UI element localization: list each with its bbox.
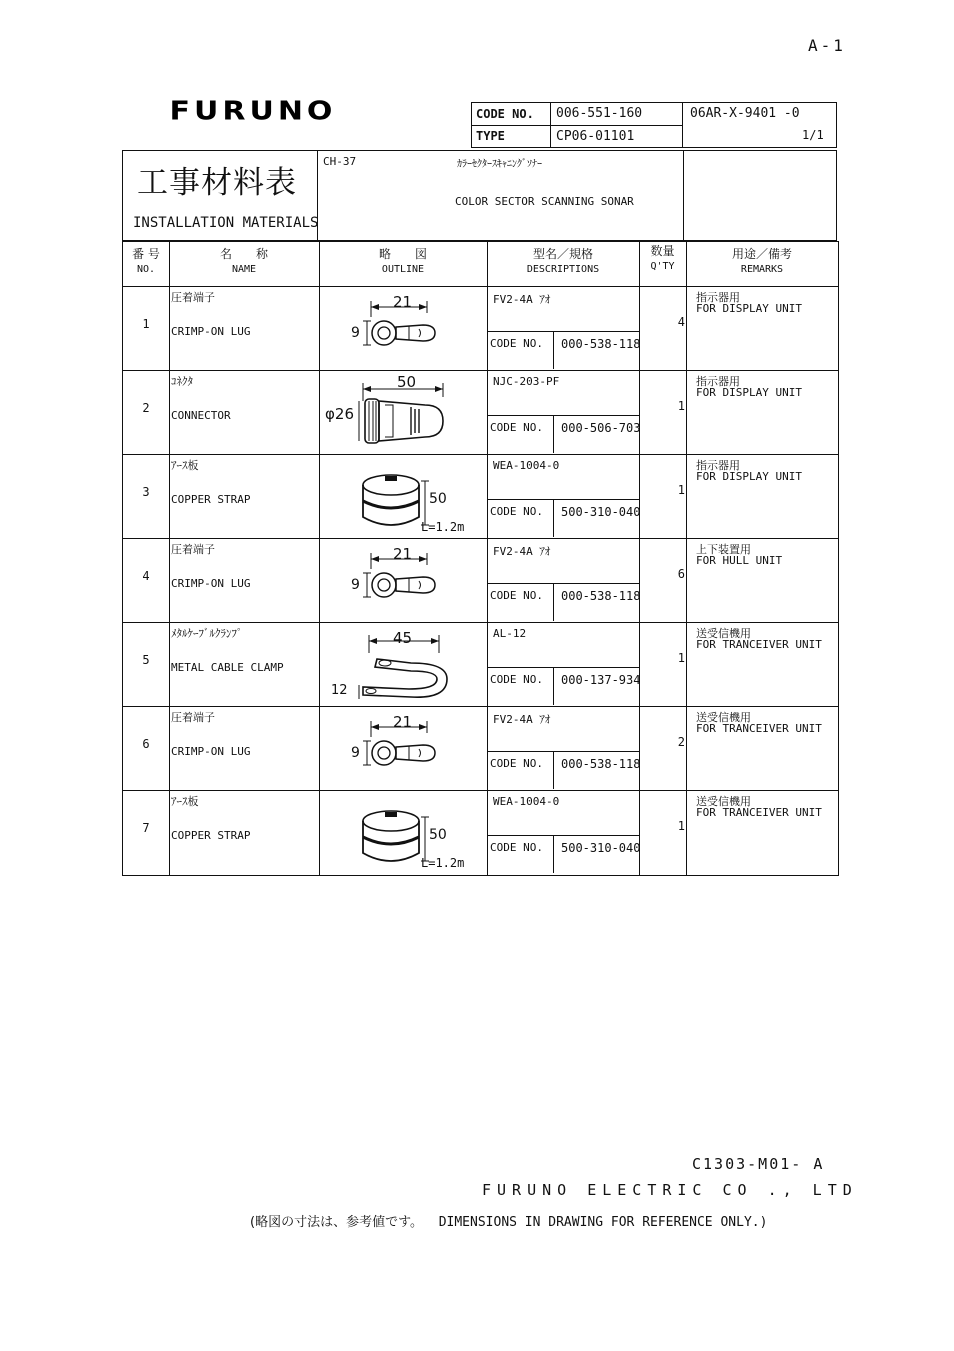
item-code-number: 500-310-040	[561, 505, 641, 519]
item-number: 5	[142, 653, 150, 667]
code-no-label: CODE NO.	[490, 841, 543, 854]
header-block	[471, 102, 837, 148]
item-name-jp: ｱｰｽ板	[171, 459, 199, 472]
item-remarks-jp: 送受信機用	[696, 627, 751, 640]
item-number: 2	[142, 401, 150, 415]
col-header-qty: 数量 Q'TY	[650, 244, 675, 272]
title-jp: 工事材料表	[137, 165, 297, 201]
dimension-length: 50	[397, 373, 417, 391]
item-name-jp: ﾒﾀﾙｹｰﾌﾞﾙｸﾗﾝﾌﾟ	[171, 627, 243, 640]
dimension-width: 50	[429, 491, 447, 507]
title-en: INSTALLATION MATERIALS	[133, 215, 319, 231]
item-quantity: 2	[677, 735, 685, 749]
dimension-diameter: φ26	[325, 405, 354, 423]
sheet-number: 1/1	[802, 128, 824, 142]
item-code-number: 000-538-118	[561, 337, 641, 351]
product-name-en: COLOR SECTOR SCANNING SONAR	[455, 195, 634, 208]
table-row	[123, 706, 838, 790]
code-no-value: 006-551-160	[556, 106, 643, 121]
code-no-label: CODE NO.	[490, 421, 543, 434]
table-row	[123, 790, 838, 874]
dimension-height: 9	[351, 745, 360, 761]
item-name-jp: 圧着端子	[171, 291, 215, 304]
item-code-number: 000-137-934	[561, 673, 641, 687]
item-quantity: 1	[677, 399, 685, 413]
item-remarks-jp: 指示器用	[696, 375, 740, 388]
item-remarks-jp: 送受信機用	[696, 795, 751, 808]
dimension-width: 45	[393, 629, 413, 647]
item-description: NJC-203-PF	[493, 375, 560, 388]
dimension-width: 21	[393, 293, 413, 311]
item-remarks-en: FOR HULL UNIT	[696, 554, 783, 567]
item-description: WEA-1004-0	[493, 459, 560, 472]
item-quantity: 6	[677, 567, 685, 581]
item-remarks-en: FOR TRANCEIVER UNIT	[696, 722, 822, 735]
furuno-logo	[130, 94, 376, 124]
item-name-en: COPPER STRAP	[171, 829, 251, 842]
item-remarks-en: FOR DISPLAY UNIT	[696, 386, 802, 399]
item-name-jp: ｺﾈｸﾀ	[171, 375, 193, 388]
item-quantity: 4	[677, 315, 685, 329]
item-quantity: 1	[677, 483, 685, 497]
item-name-en: CRIMP-ON LUG	[171, 745, 251, 758]
dimension-width: 50	[429, 827, 447, 843]
item-code-number: 500-310-040	[561, 841, 641, 855]
item-number: 1	[142, 317, 150, 331]
code-no-label: CODE NO.	[490, 673, 543, 686]
type-label: TYPE	[476, 129, 505, 143]
model-code: CH-37	[323, 155, 357, 168]
col-header-remarks: 用途／備考 REMARKS	[731, 247, 792, 275]
title-block	[122, 150, 837, 241]
item-number: 6	[142, 737, 150, 751]
code-no-label: CODE NO.	[490, 337, 543, 350]
doc-number: 06AR-X-9401 -0	[690, 106, 800, 121]
footer-company: FURUNO ELECTRIC CO ., LTD	[482, 1181, 858, 1199]
dimension-width: 21	[393, 545, 413, 563]
page-number: A-1	[808, 36, 846, 55]
footer-note: (略図の寸法は、参考値です。 DIMENSIONS IN DRAWING FOR REFERENCE ONLY.)	[250, 1215, 768, 1230]
item-number: 4	[142, 569, 150, 583]
item-quantity: 1	[677, 651, 685, 665]
item-remarks-en: FOR DISPLAY UNIT	[696, 470, 802, 483]
dimension-length: L=1.2m	[421, 520, 465, 534]
item-remarks-en: FOR DISPLAY UNIT	[696, 302, 802, 315]
item-remarks-jp: 上下装置用	[696, 543, 751, 556]
item-description: FV2-4A ｱｵ	[493, 293, 551, 306]
dimension-height: 9	[351, 577, 360, 593]
code-no-label: CODE NO.	[476, 107, 534, 121]
item-name-en: CONNECTOR	[171, 409, 231, 422]
table-row	[123, 370, 838, 454]
item-description: FV2-4A ｱｵ	[493, 713, 551, 726]
item-description: WEA-1004-0	[493, 795, 560, 808]
col-header-outline: 略 図 OUTLINE	[378, 247, 427, 275]
footer-doc-code: C1303-M01- A	[692, 1155, 825, 1173]
item-number: 3	[142, 485, 150, 499]
code-no-label: CODE NO.	[490, 589, 543, 602]
item-name-en: METAL CABLE CLAMP	[171, 661, 284, 674]
item-code-number: 000-506-703	[561, 421, 641, 435]
item-code-number: 000-538-118	[561, 757, 641, 771]
item-name-en: COPPER STRAP	[171, 493, 251, 506]
item-remarks-jp: 指示器用	[696, 291, 740, 304]
item-name-jp: 圧着端子	[171, 711, 215, 724]
item-number: 7	[142, 821, 150, 835]
product-name-jp: ｶﾗｰｾｸﾀｰｽｷｬﾆﾝｸﾞｿﾅｰ	[457, 159, 542, 170]
item-quantity: 1	[677, 819, 685, 833]
materials-table	[122, 241, 839, 876]
item-name-en: CRIMP-ON LUG	[171, 577, 251, 590]
item-remarks-en: FOR TRANCEIVER UNIT	[696, 806, 822, 819]
dimension-height: 12	[331, 683, 348, 698]
item-description: FV2-4A ｱｵ	[493, 545, 551, 558]
code-no-label: CODE NO.	[490, 757, 543, 770]
item-name-jp: 圧着端子	[171, 543, 215, 556]
table-row	[123, 538, 838, 622]
item-name-jp: ｱｰｽ板	[171, 795, 199, 808]
item-description: AL-12	[493, 627, 527, 640]
item-remarks-en: FOR TRANCEIVER UNIT	[696, 638, 822, 651]
dimension-height: 9	[351, 325, 360, 341]
table-row	[123, 622, 838, 706]
col-header-name: 名 称 NAME	[219, 247, 268, 275]
item-remarks-jp: 送受信機用	[696, 711, 751, 724]
table-row	[123, 286, 838, 370]
item-name-en: CRIMP-ON LUG	[171, 325, 251, 338]
col-header-no: 番 号 NO.	[132, 247, 160, 275]
logo-text: FURUNO	[169, 95, 337, 124]
table-row	[123, 454, 838, 538]
dimension-length: L=1.2m	[421, 856, 465, 870]
code-no-label: CODE NO.	[490, 505, 543, 518]
item-code-number: 000-538-118	[561, 589, 641, 603]
item-remarks-jp: 指示器用	[696, 459, 740, 472]
type-value: CP06-01101	[556, 129, 635, 144]
dimension-width: 21	[393, 713, 413, 731]
col-header-descriptions: 型名／規格 DESCRIPTIONS	[526, 247, 600, 275]
